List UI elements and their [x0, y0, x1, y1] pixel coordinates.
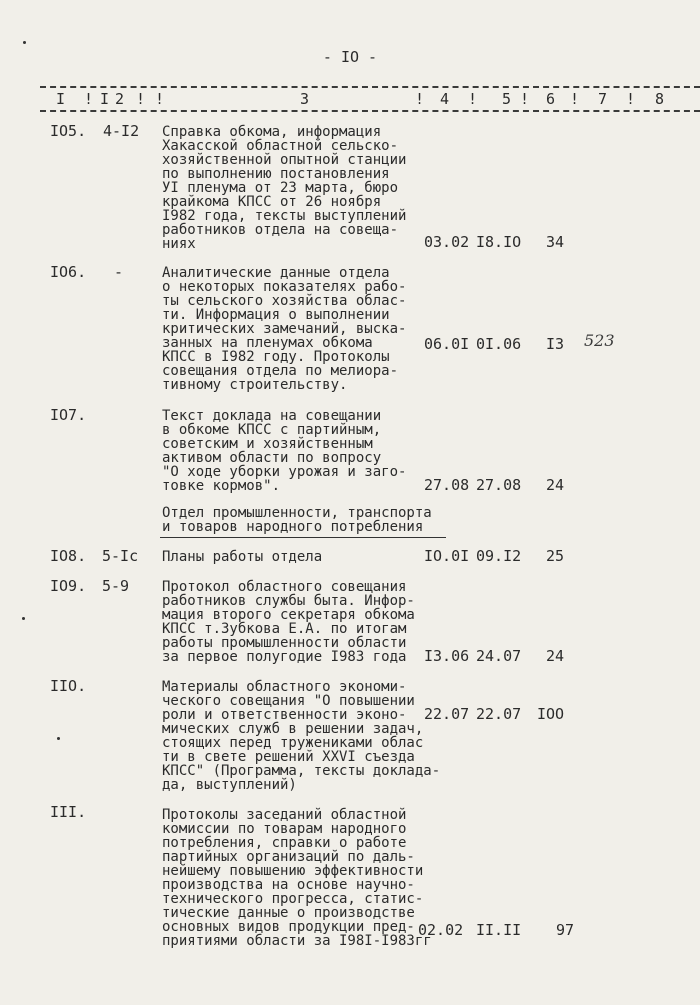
entry-text-line: ческого совещания "О повышении — [162, 693, 415, 709]
entry-text-line: Материалы областного экономи- — [162, 679, 407, 695]
entry-text-line: ти. Информация о выполнении — [162, 307, 390, 323]
entry-code: 4-I2 — [103, 122, 140, 140]
entry-start-date: 27.08 — [424, 476, 470, 494]
entry-end-date: 27.08 — [476, 476, 522, 494]
entry-code: 5-Iс — [102, 547, 139, 565]
col-header: 7 — [598, 90, 608, 108]
section-heading-line: и товаров народного потребления — [162, 519, 424, 535]
entry-end-date: II.II — [476, 921, 522, 939]
entry-start-date: 22.07 — [424, 705, 470, 723]
entry-text-line: Текст доклада на совещании — [162, 408, 382, 424]
entry-sheet-count: 24 — [546, 647, 565, 665]
entry-text-line: мических служб в решении задач, — [162, 721, 424, 737]
entry-sheet-count: 97 — [556, 921, 575, 939]
col-header: I — [100, 90, 110, 108]
entry-text-line: Протоколы заседаний областной — [162, 807, 407, 823]
entry-text-line: потребления, справки о работе — [162, 835, 407, 851]
entry-text-line: тические данные о производстве — [162, 905, 415, 921]
entry-text-line: "О ходе уборки урожая и заго- — [162, 464, 407, 480]
entry-text-line: Планы работы отдела — [162, 549, 323, 565]
entry-number: IO9. — [50, 577, 87, 595]
entry-start-date: I3.06 — [424, 647, 470, 665]
entry-code: - — [114, 263, 124, 281]
entry-text-line: КПСС т.Зубкова Е.А. по итогам — [162, 621, 407, 637]
entry-number: IO8. — [50, 547, 87, 565]
page-number: - IO - — [322, 48, 378, 66]
entry-sheet-count: I3 — [546, 335, 565, 353]
entry-start-date: 06.0I — [424, 335, 470, 353]
entry-text-line: ниях — [162, 236, 196, 252]
col-header: 8 — [655, 90, 665, 108]
col-header: 2 — [115, 90, 125, 108]
entry-text-line: роли и ответственности эконо- — [162, 707, 407, 723]
entry-number: IIO. — [50, 677, 87, 695]
entry-text-line: в обкоме КПСС с партийным, — [162, 422, 382, 438]
entry-text-line: совещания отдела по мелиора- — [162, 363, 399, 379]
entry-text-line: по выполнению постановления — [162, 166, 390, 182]
section-heading-line: Отдел промышленности, транспорта — [162, 505, 432, 521]
entry-text-line: работы промышленности области — [162, 635, 407, 651]
entry-text-line: товке кормов". — [162, 478, 281, 494]
entry-start-date: 02.02 — [418, 921, 464, 939]
entry-text-line: технического прогресса, статис- — [162, 891, 424, 907]
col-header: ! — [468, 90, 478, 108]
entry-text-line: партийных организаций по даль- — [162, 849, 415, 865]
entry-text-line: ти в свете решений XXVI съезда — [162, 749, 415, 765]
entry-end-date: 22.07 — [476, 705, 522, 723]
entry-text-line: о некоторых показателях рабо- — [162, 279, 407, 295]
col-header: 6 — [546, 90, 556, 108]
header-divider-top — [40, 86, 700, 88]
entry-text-line: за первое полугодие I983 года — [162, 649, 407, 665]
entry-sheet-count: 25 — [546, 547, 565, 565]
entry-text-line: нейшему повышению эффективности — [162, 863, 424, 879]
entry-sheet-count: 24 — [546, 476, 565, 494]
entry-text-line: Справка обкома, информация — [162, 124, 382, 140]
paper-speck — [57, 737, 60, 740]
col-header: 5 — [502, 90, 512, 108]
section-underline — [160, 537, 446, 538]
col-header: 4 — [440, 90, 450, 108]
entry-number: IO6. — [50, 263, 87, 281]
entry-text-line: мация второго секретаря обкома — [162, 607, 415, 623]
entry-sheet-count: 34 — [546, 233, 565, 251]
paper-speck — [22, 617, 25, 620]
entry-text-line: стоящих перед тружениками облас — [162, 735, 424, 751]
entry-number: IO7. — [50, 406, 87, 424]
paper-speck — [23, 41, 26, 44]
entry-start-date: IO.0I — [424, 547, 470, 565]
col-header: ! — [136, 90, 146, 108]
entry-text-line: приятиями области за I98I-I983гг — [162, 933, 432, 949]
handwritten-note: 523 — [584, 331, 615, 350]
entry-text-line: Аналитические данные отдела — [162, 265, 390, 281]
col-header: I — [56, 90, 66, 108]
entry-text-line: ты сельского хозяйства облас- — [162, 293, 407, 309]
entry-text-line: критических замечаний, выска- — [162, 321, 407, 337]
header-divider-bottom — [40, 110, 700, 112]
entry-number: IO5. — [50, 122, 87, 140]
entry-text-line: КПСС" (Программа, тексты доклада- — [162, 763, 441, 779]
entry-text-line: КПСС в I982 году. Протоколы — [162, 349, 390, 365]
col-header: ! — [415, 90, 425, 108]
column-header-row — [0, 90, 700, 110]
col-header: 3 — [300, 90, 310, 108]
col-header: ! — [570, 90, 580, 108]
entry-text-line: тивному строительству. — [162, 377, 348, 393]
entry-text-line: УI пленума от 23 марта, бюро — [162, 180, 399, 196]
entry-text-line: основных видов продукции пред- — [162, 919, 415, 935]
col-header: ! — [520, 90, 530, 108]
entry-text-line: работников службы быта. Инфор- — [162, 593, 415, 609]
col-header: ! — [626, 90, 636, 108]
entry-text-line: хозяйственной опытной станции — [162, 152, 407, 168]
entry-text-line: производства на основе научно- — [162, 877, 415, 893]
entry-end-date: 0I.06 — [476, 335, 522, 353]
entry-code: 5-9 — [102, 577, 130, 595]
entry-text-line: да, выступлений) — [162, 777, 297, 793]
entry-end-date: I8.IO — [476, 233, 522, 251]
entry-text-line: Хакасской областной сельско- — [162, 138, 399, 154]
entry-text-line: I982 года, тексты выступлений — [162, 208, 407, 224]
entry-text-line: комиссии по товарам народного — [162, 821, 407, 837]
entry-sheet-count: IOO — [537, 705, 565, 723]
col-header: ! — [155, 90, 165, 108]
entry-end-date: 09.I2 — [476, 547, 522, 565]
entry-text-line: работников отдела на совеща- — [162, 222, 399, 238]
entry-number: III. — [50, 803, 87, 821]
entry-text-line: Протокол областного совещания — [162, 579, 407, 595]
entry-start-date: 03.02 — [424, 233, 470, 251]
entry-text-line: активом области по вопросу — [162, 450, 382, 466]
entry-text-line: крайкома КПСС от 26 ноября — [162, 194, 382, 210]
entry-text-line: занных на пленумах обкома — [162, 335, 373, 351]
col-header: ! — [84, 90, 94, 108]
entry-text-line: советским и хозяйственным — [162, 436, 373, 452]
entry-end-date: 24.07 — [476, 647, 522, 665]
